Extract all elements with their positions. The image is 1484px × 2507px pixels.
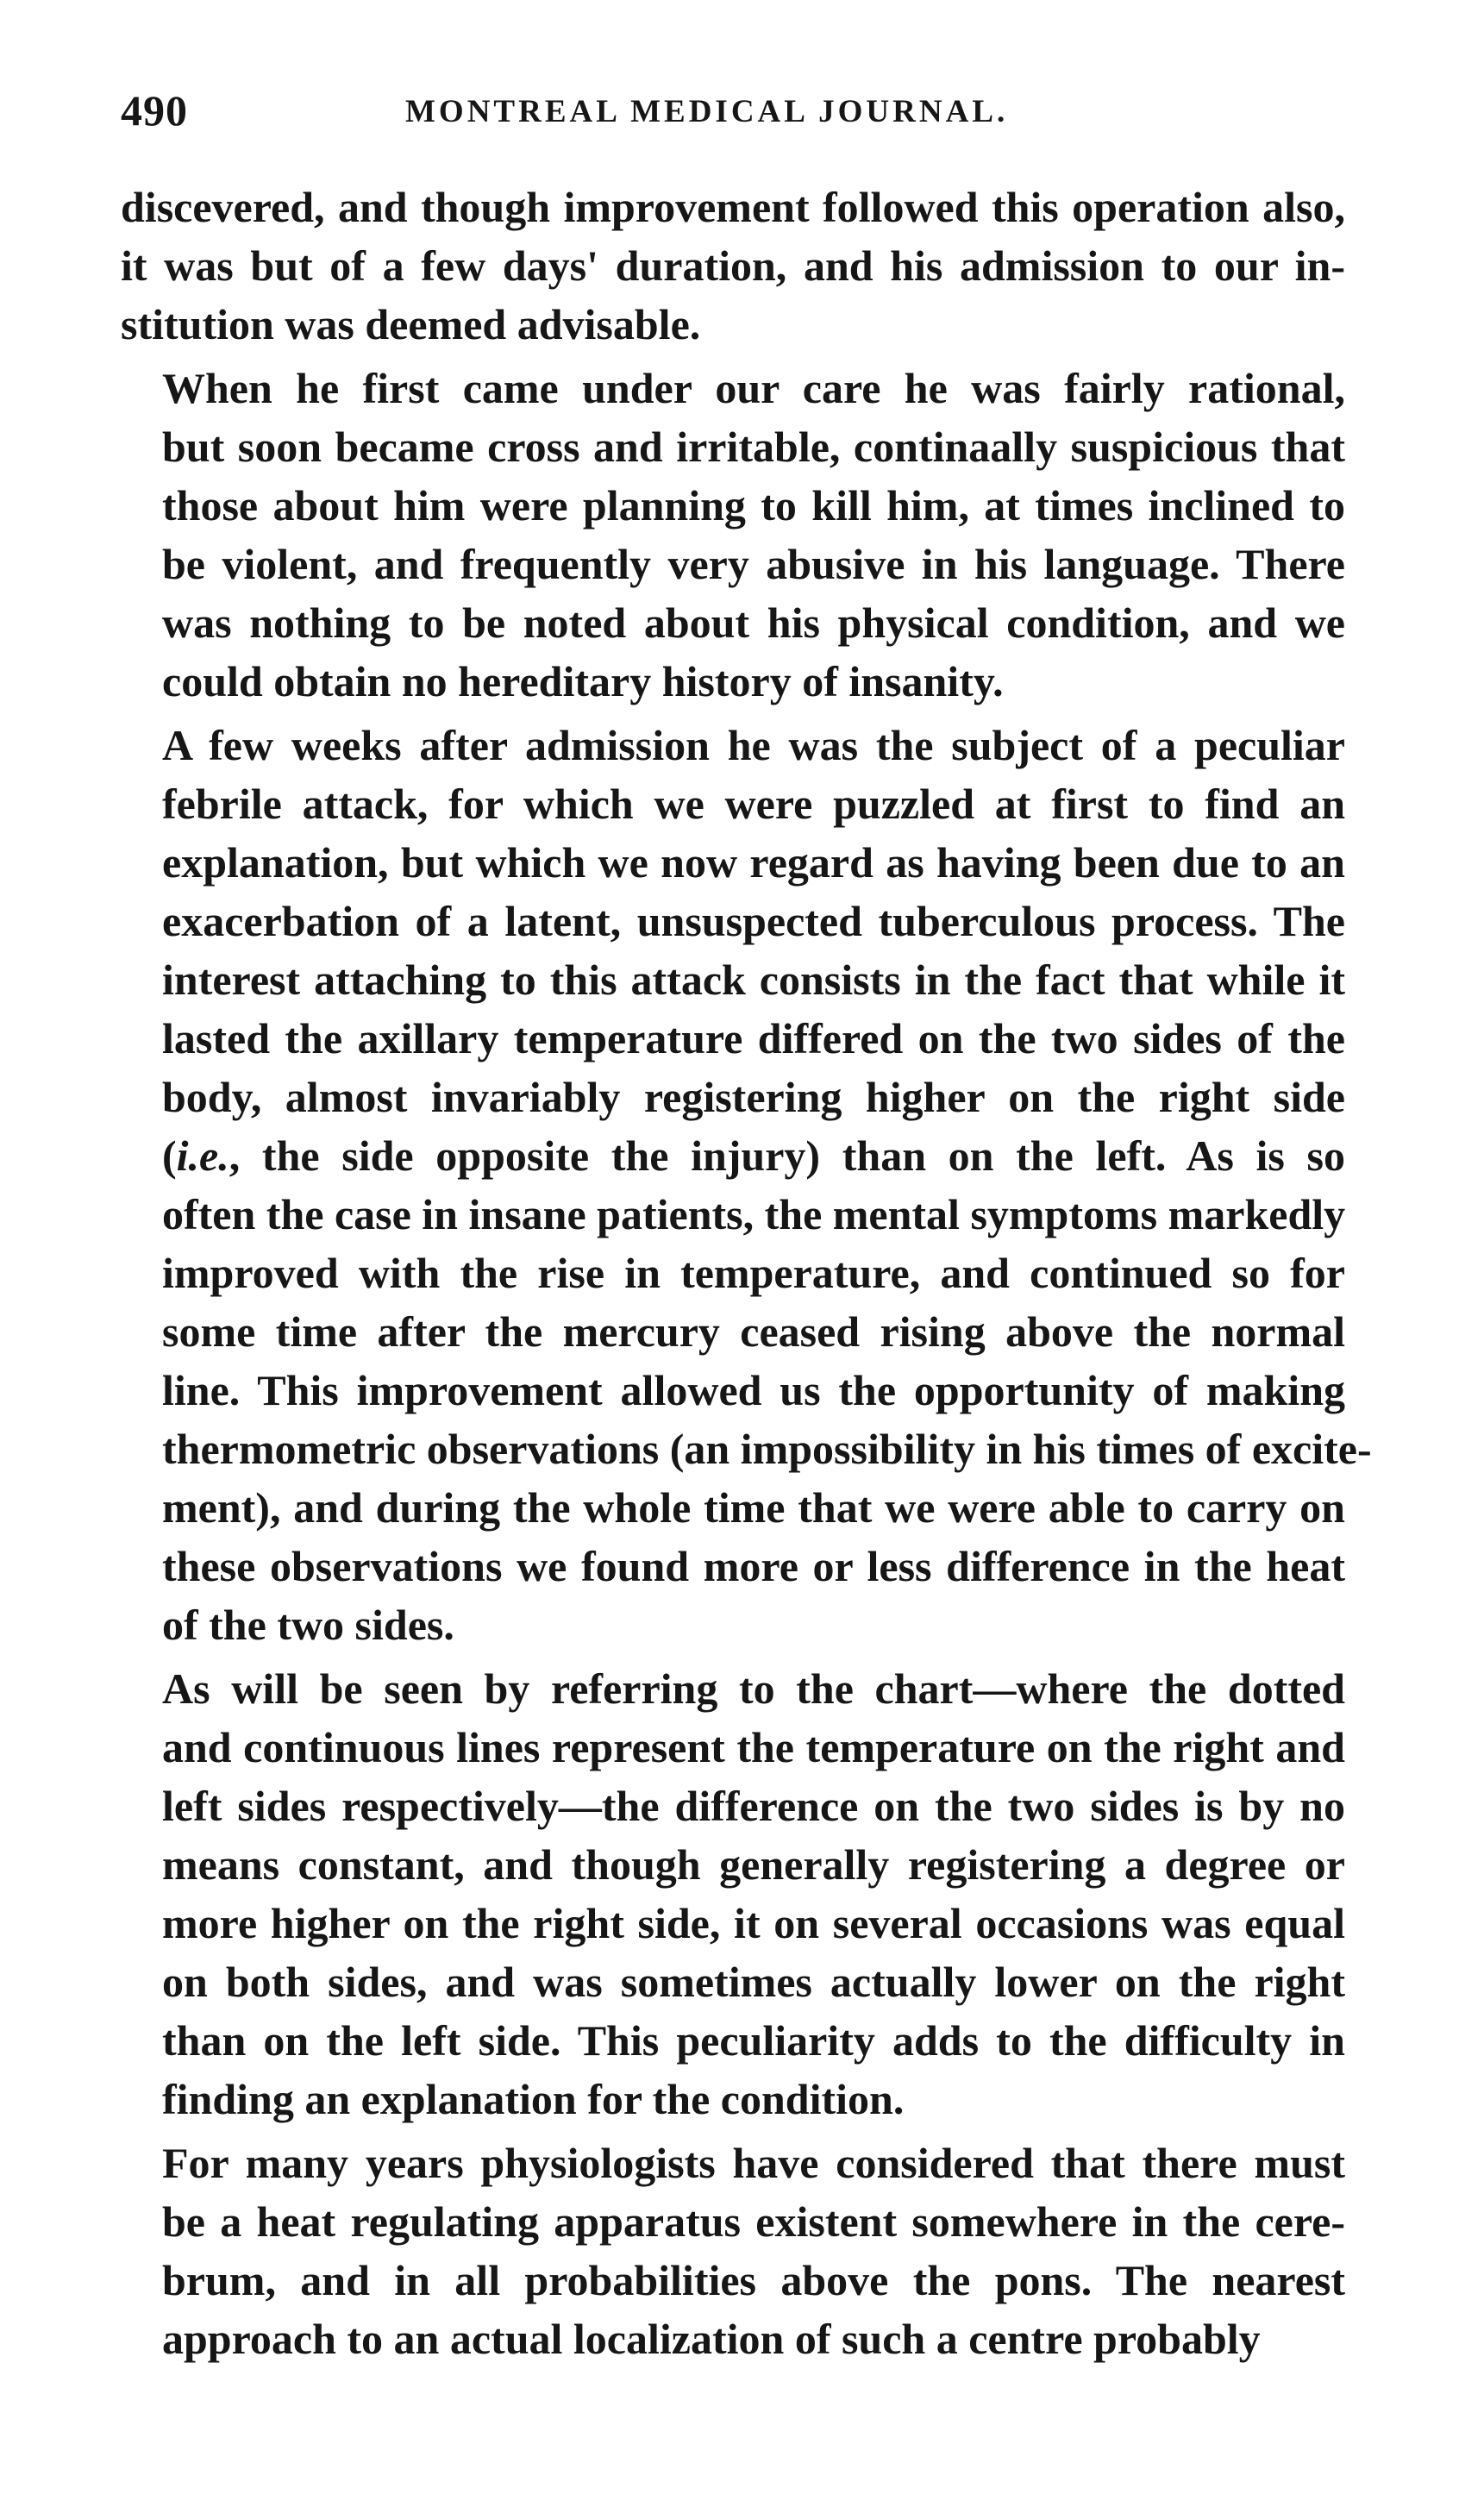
text-line: As will be seen by referring to the chart—where the dotted (162, 1664, 1345, 1713)
body-text (121, 178, 1372, 2368)
text-line: approach to an actual localization of such a centre probably (162, 2315, 1261, 2363)
text-line: A few weeks after admission he was the subject of a peculiar (162, 721, 1345, 769)
text-line: brum, and in all probabilities above the pons. The nearest (162, 2256, 1345, 2304)
text-line: For many years physiologists have considered that there must (162, 2139, 1345, 2187)
text-line: and continuous lines represent the temperature on the right and (162, 1723, 1345, 1771)
italic-abbreviation: i.e. (176, 1131, 229, 1180)
text-line: When he first came under our care he was fairly rational, (162, 364, 1345, 412)
text-line: ment), and during the whole time that we were able to carry on (162, 1483, 1345, 1532)
text-line: more higher on the right side, it on several occasions was equal (162, 1899, 1345, 1947)
text-line: could obtain no hereditary history of insanity. (162, 657, 1004, 705)
text-line: on both sides, and was sometimes actually lower on the right (162, 1958, 1345, 2006)
text-line: often the case in insane patients, the mental symptoms markedly (162, 1190, 1346, 1238)
running-header (121, 83, 1345, 143)
text-line: improved with the rise in temperature, and continued so for (162, 1249, 1345, 1297)
text-line: than on the left side. This peculiarity adds to the difficulty in (162, 2016, 1345, 2065)
text-line: stitution was deemed advisable. (121, 300, 701, 348)
text-line: of the two sides. (162, 1601, 454, 1649)
paragraph (121, 1659, 1345, 2128)
paragraph (121, 359, 1345, 711)
text-line: be violent, and frequently very abusive in his language. There (162, 540, 1345, 588)
text-line: these observations we found more or less difference in the heat (162, 1542, 1345, 1590)
page-number: 490 (121, 86, 188, 135)
text-line: line. This improvement allowed us the opportunity of making (162, 1366, 1345, 1414)
paragraph (121, 2134, 1345, 2368)
text-line: febrile attack, for which we were puzzled at first to find an (162, 780, 1345, 828)
text-line: lasted the axillary temperature differed on the two sides of the (162, 1014, 1345, 1062)
text-line: means constant, and though generally registering a degree or (162, 1840, 1345, 1889)
text-line: some time after the mercury ceased rising above the normal (162, 1307, 1345, 1356)
text-line: finding an explanation for the condition. (162, 2075, 905, 2123)
text-line: interest attaching to this attack consists in the fact that while it (162, 956, 1345, 1004)
paragraph (121, 178, 1345, 354)
text-line: but soon became cross and irritable, continaally suspicious that (162, 423, 1345, 471)
text-line: be a heat regulating apparatus existent somewhere in the cere- (162, 2197, 1345, 2246)
text-line: (i.e., the side opposite the injury) than on the left. As is so (162, 1131, 1345, 1180)
text-line: those about him were planning to kill him, at times inclined to (162, 481, 1345, 530)
text-line: left sides respectively—the difference on the two sides is by no (162, 1782, 1345, 1830)
paragraph (121, 716, 1372, 1654)
text-line: it was but of a few days' duration, and his admission to our in- (121, 241, 1345, 290)
text-line: explanation, but which we now regard as having been due to an (162, 838, 1345, 887)
journal-title: MONTREAL MEDICAL JOURNAL. (405, 94, 1009, 129)
document-page (121, 83, 1372, 2373)
text-line: body, almost invariably registering higher on the right side (162, 1073, 1345, 1121)
text-line: discevered, and though improvement followed this operation also, (121, 183, 1345, 231)
text-line: exacerbation of a latent, unsuspected tuberculous process. The (162, 897, 1345, 945)
text-line: was nothing to be noted about his physical condition, and we (162, 599, 1345, 647)
text-line: thermometric observations (an impossibility in his times of excite- (162, 1425, 1372, 1473)
